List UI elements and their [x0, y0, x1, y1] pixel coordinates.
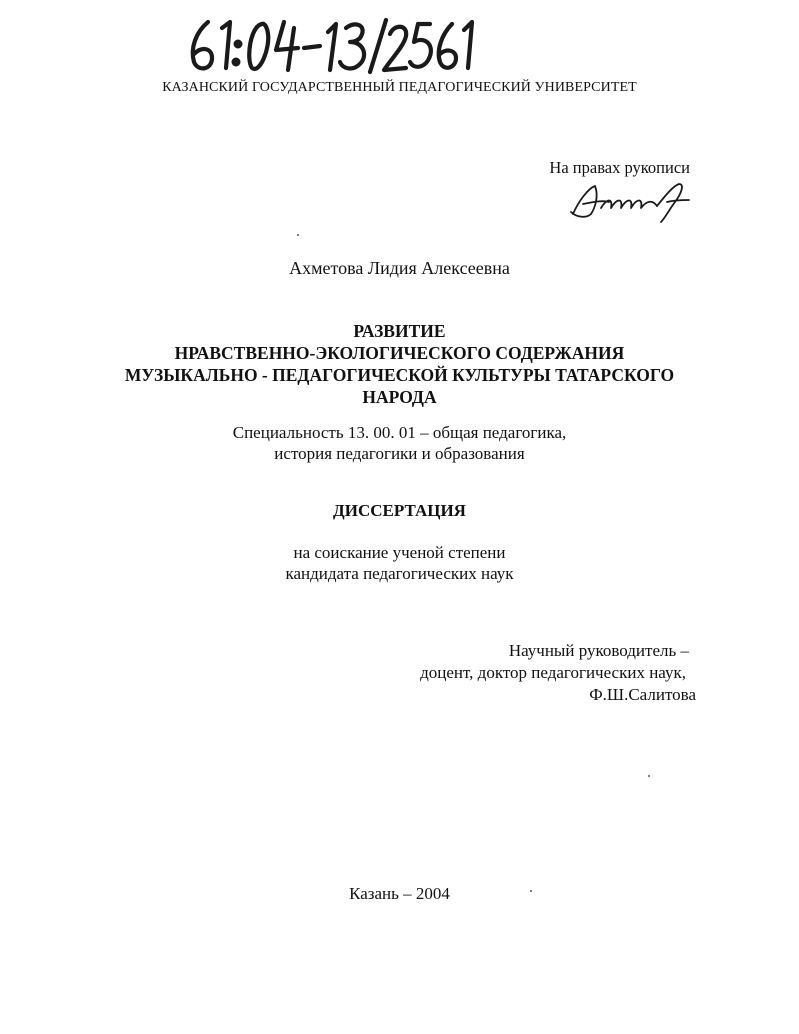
- scan-speck: [530, 890, 532, 892]
- signature: [565, 178, 695, 226]
- handwritten-call-number: [180, 14, 480, 76]
- dissertation-title: [0, 320, 799, 408]
- author-name: Ахметова Лидия Алексеевна: [289, 258, 510, 278]
- supervisor-credentials: доцент, доктор педагогических наук,: [420, 663, 686, 682]
- title-line: РАЗВИТИЕ: [353, 321, 446, 341]
- specialty-line: Специальность 13. 00. 01 – общая педагогика,: [232, 423, 567, 442]
- title-line: НАРОДА: [362, 387, 437, 407]
- title-line: МУЗЫКАЛЬНО - ПЕДАГОГИЧЕСКОЙ КУЛЬТУРЫ ТАТАРСКОГО: [124, 365, 675, 385]
- title-line: НРАВСТВЕННО-ЭКОЛОГИЧЕСКОГО СОДЕРЖАНИЯ: [174, 343, 625, 363]
- degree-line: на соискание ученой степени: [293, 543, 506, 562]
- supervisor-name: Ф.Ш.Салитова: [589, 685, 696, 704]
- specialty-line: история педагогики и образования: [274, 444, 525, 463]
- supervisor-role: Научный руководитель –: [508, 641, 689, 660]
- place-and-year: Казань – 2004: [349, 884, 450, 903]
- scientific-supervisor: [330, 640, 696, 706]
- scan-speck: [648, 775, 650, 777]
- degree-line: кандидата педагогических наук: [285, 564, 514, 583]
- scan-speck: [297, 234, 299, 236]
- manuscript-rights-label: На правах рукописи: [549, 158, 690, 177]
- document-type: ДИССЕРТАЦИЯ: [333, 501, 466, 520]
- university-name: КАЗАНСКИЙ ГОСУДАРСТВЕННЫЙ ПЕДАГОГИЧЕСКИЙ УНИВЕРСИТЕТ: [162, 80, 637, 95]
- degree-sought: [0, 542, 799, 584]
- specialty: [0, 422, 799, 464]
